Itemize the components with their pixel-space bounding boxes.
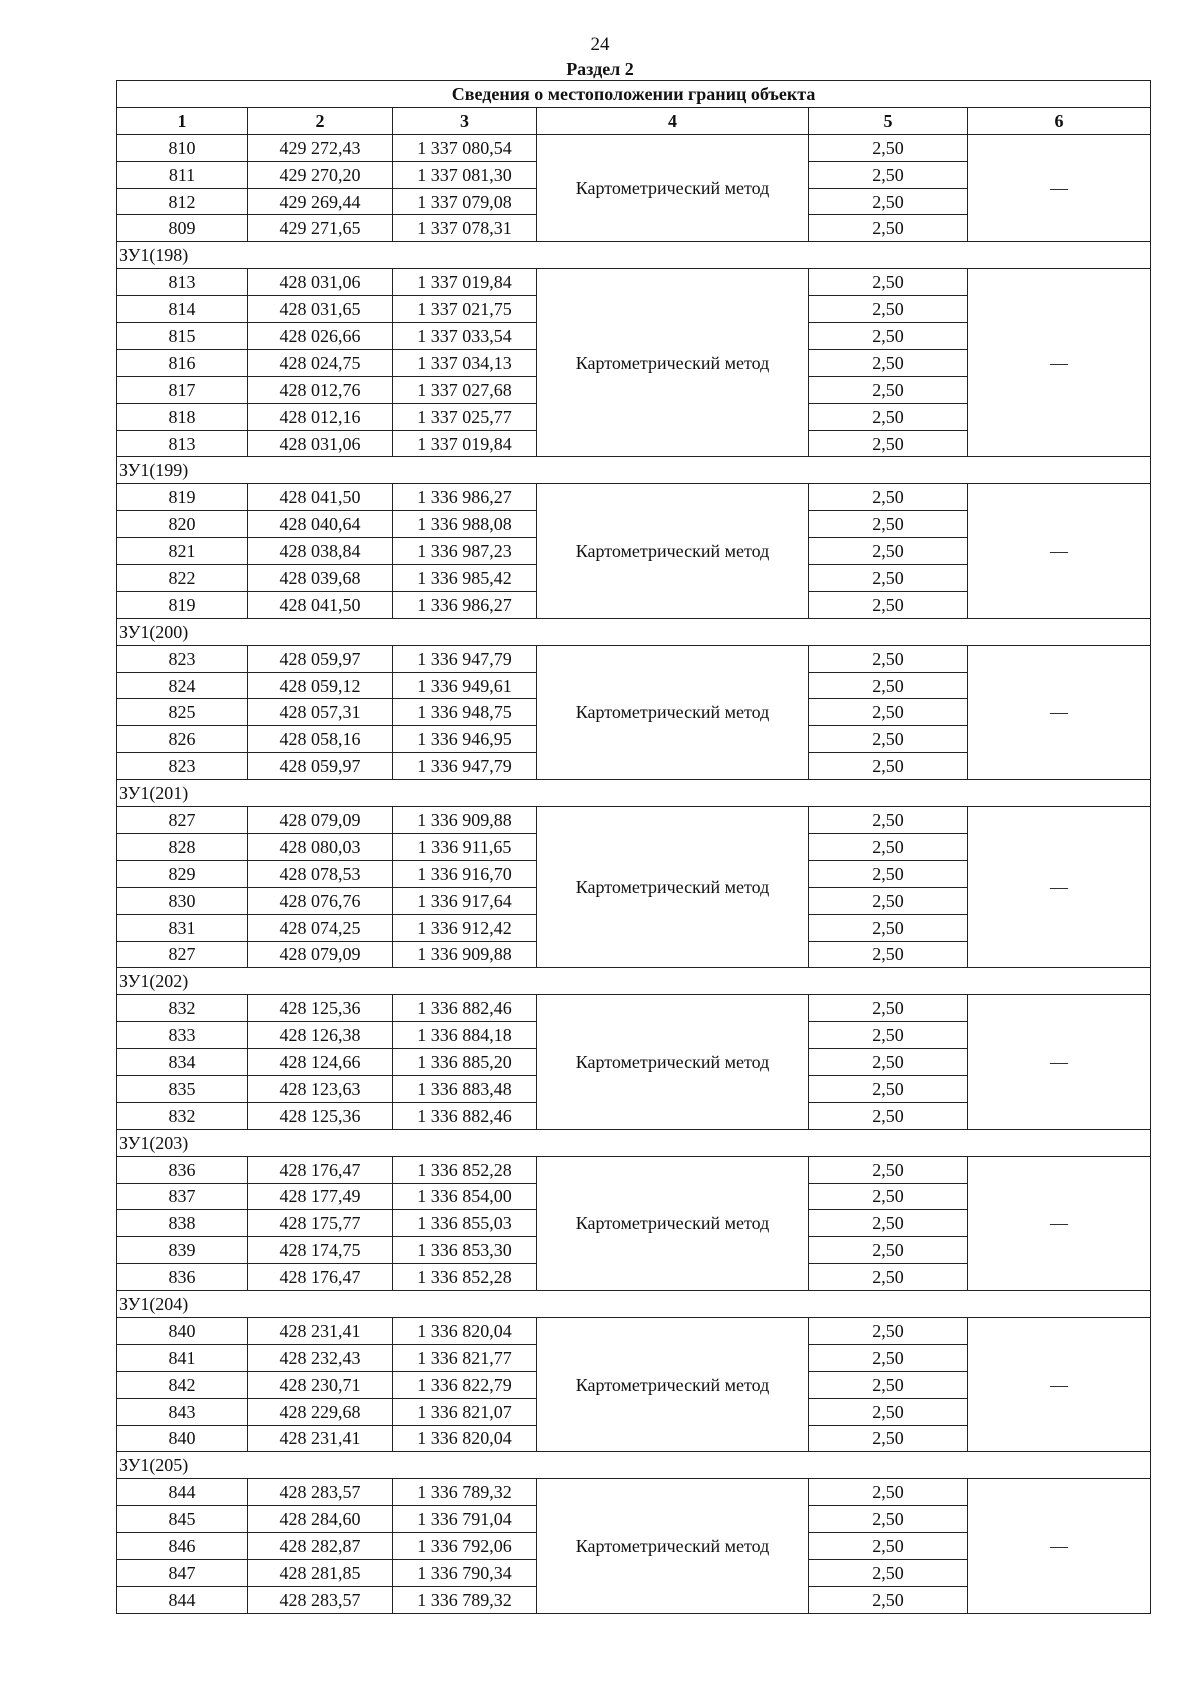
coordinate-y-cell: 1 336 948,75: [393, 699, 537, 726]
coordinate-y-cell: 1 336 949,61: [393, 672, 537, 699]
table-row: [117, 807, 1151, 834]
point-number-cell: 846: [117, 1533, 248, 1560]
point-number-cell: 834: [117, 1049, 248, 1076]
accuracy-cell: 2,50: [809, 1586, 968, 1613]
coordinate-y-cell: 1 336 821,07: [393, 1398, 537, 1425]
coordinate-y-cell: 1 336 854,00: [393, 1183, 537, 1210]
coordinate-x-cell: 428 176,47: [248, 1156, 393, 1183]
accuracy-cell: 2,50: [809, 1183, 968, 1210]
accuracy-cell: 2,50: [809, 1210, 968, 1237]
point-number-cell: 818: [117, 403, 248, 430]
point-number-cell: 838: [117, 1210, 248, 1237]
accuracy-cell: 2,50: [809, 1559, 968, 1586]
point-number-cell: 827: [117, 807, 248, 834]
coordinate-y-cell: 1 336 987,23: [393, 538, 537, 565]
coordinate-x-cell: 428 038,84: [248, 538, 393, 565]
point-number-cell: 810: [117, 134, 248, 161]
coordinate-x-cell: 428 039,68: [248, 565, 393, 592]
accuracy-cell: 2,50: [809, 699, 968, 726]
column6-dash-cell: —: [968, 1156, 1151, 1290]
accuracy-cell: 2,50: [809, 995, 968, 1022]
coordinate-y-cell: 1 336 882,46: [393, 1102, 537, 1129]
accuracy-cell: 2,50: [809, 403, 968, 430]
table-body: [117, 134, 1151, 1613]
accuracy-cell: 2,50: [809, 672, 968, 699]
coordinate-x-cell: 428 031,06: [248, 430, 393, 457]
accuracy-cell: 2,50: [809, 1022, 968, 1049]
column-header: 4: [537, 107, 809, 134]
group-label: ЗУ1(201): [117, 780, 1151, 807]
coordinate-x-cell: 428 232,43: [248, 1344, 393, 1371]
point-number-cell: 813: [117, 430, 248, 457]
coordinate-x-cell: 428 012,76: [248, 376, 393, 403]
coordinate-y-cell: 1 336 885,20: [393, 1049, 537, 1076]
accuracy-cell: 2,50: [809, 1075, 968, 1102]
coordinate-x-cell: 428 231,41: [248, 1317, 393, 1344]
point-number-cell: 823: [117, 645, 248, 672]
coordinate-y-cell: 1 336 985,42: [393, 565, 537, 592]
column6-dash-cell: —: [968, 134, 1151, 242]
coordinate-y-cell: 1 336 789,32: [393, 1586, 537, 1613]
point-number-cell: 842: [117, 1371, 248, 1398]
coordinate-y-cell: 1 336 912,42: [393, 914, 537, 941]
table-row: [117, 484, 1151, 511]
coordinate-x-cell: 428 031,06: [248, 269, 393, 296]
coordinate-y-cell: 1 336 882,46: [393, 995, 537, 1022]
accuracy-cell: 2,50: [809, 914, 968, 941]
section-title: Раздел 2: [566, 59, 634, 79]
group-header-row: [117, 457, 1151, 484]
point-number-cell: 830: [117, 887, 248, 914]
coordinate-y-cell: 1 336 988,08: [393, 511, 537, 538]
column-header: 6: [968, 107, 1151, 134]
coordinate-x-cell: 428 079,09: [248, 807, 393, 834]
coordinate-x-cell: 429 270,20: [248, 161, 393, 188]
accuracy-cell: 2,50: [809, 1533, 968, 1560]
group-header-row: [117, 1452, 1151, 1479]
column-header: 2: [248, 107, 393, 134]
coordinate-x-cell: 429 272,43: [248, 134, 393, 161]
point-number-cell: 812: [117, 188, 248, 215]
point-number-cell: 813: [117, 269, 248, 296]
coordinate-x-cell: 428 076,76: [248, 887, 393, 914]
coordinate-x-cell: 428 125,36: [248, 1102, 393, 1129]
point-number-cell: 826: [117, 726, 248, 753]
point-number-cell: 815: [117, 323, 248, 350]
coordinate-x-cell: 428 123,63: [248, 1075, 393, 1102]
coordinate-x-cell: 428 125,36: [248, 995, 393, 1022]
coordinate-x-cell: 428 176,47: [248, 1264, 393, 1291]
coordinate-y-cell: 1 336 791,04: [393, 1506, 537, 1533]
coordinate-y-cell: 1 336 946,95: [393, 726, 537, 753]
accuracy-cell: 2,50: [809, 511, 968, 538]
coordinate-y-cell: 1 337 033,54: [393, 323, 537, 350]
accuracy-cell: 2,50: [809, 753, 968, 780]
coordinate-x-cell: 428 057,31: [248, 699, 393, 726]
coordinate-x-cell: 428 230,71: [248, 1371, 393, 1398]
coordinate-y-cell: 1 336 883,48: [393, 1075, 537, 1102]
accuracy-cell: 2,50: [809, 833, 968, 860]
coordinate-y-cell: 1 337 080,54: [393, 134, 537, 161]
point-number-cell: 844: [117, 1586, 248, 1613]
point-number-cell: 824: [117, 672, 248, 699]
column6-dash-cell: —: [968, 1317, 1151, 1451]
column6-dash-cell: —: [968, 484, 1151, 618]
coordinate-y-cell: 1 337 078,31: [393, 215, 537, 242]
coordinate-x-cell: 428 175,77: [248, 1210, 393, 1237]
coordinate-y-cell: 1 336 884,18: [393, 1022, 537, 1049]
coordinate-y-cell: 1 337 021,75: [393, 296, 537, 323]
point-number-cell: 836: [117, 1264, 248, 1291]
accuracy-cell: 2,50: [809, 1317, 968, 1344]
group-label: ЗУ1(198): [117, 242, 1151, 269]
coordinate-y-cell: 1 336 820,04: [393, 1317, 537, 1344]
coordinate-y-cell: 1 337 034,13: [393, 349, 537, 376]
coordinate-x-cell: 428 024,75: [248, 349, 393, 376]
column-header: 1: [117, 107, 248, 134]
coordinate-y-cell: 1 336 917,64: [393, 887, 537, 914]
coordinate-x-cell: 428 079,09: [248, 941, 393, 968]
point-number-cell: 816: [117, 349, 248, 376]
point-number-cell: 825: [117, 699, 248, 726]
coordinate-x-cell: 428 059,12: [248, 672, 393, 699]
point-number-cell: 821: [117, 538, 248, 565]
point-number-cell: 847: [117, 1559, 248, 1586]
point-number-cell: 820: [117, 511, 248, 538]
accuracy-cell: 2,50: [809, 188, 968, 215]
point-number-cell: 835: [117, 1075, 248, 1102]
coordinate-x-cell: 428 078,53: [248, 860, 393, 887]
coordinate-y-cell: 1 336 909,88: [393, 807, 537, 834]
accuracy-cell: 2,50: [809, 1344, 968, 1371]
accuracy-cell: 2,50: [809, 349, 968, 376]
coordinate-x-cell: 428 282,87: [248, 1533, 393, 1560]
coordinate-x-cell: 428 080,03: [248, 833, 393, 860]
accuracy-cell: 2,50: [809, 807, 968, 834]
coordinate-y-cell: 1 336 852,28: [393, 1264, 537, 1291]
coordinate-y-cell: 1 336 821,77: [393, 1344, 537, 1371]
column-header: 5: [809, 107, 968, 134]
point-number-cell: 822: [117, 565, 248, 592]
accuracy-cell: 2,50: [809, 1479, 968, 1506]
coordinate-y-cell: 1 336 792,06: [393, 1533, 537, 1560]
coordinate-x-cell: 428 058,16: [248, 726, 393, 753]
accuracy-cell: 2,50: [809, 1049, 968, 1076]
coordinate-x-cell: 428 283,57: [248, 1586, 393, 1613]
coordinate-y-cell: 1 337 079,08: [393, 188, 537, 215]
coordinate-y-cell: 1 336 853,30: [393, 1237, 537, 1264]
coordinate-y-cell: 1 337 027,68: [393, 376, 537, 403]
coordinate-y-cell: 1 337 081,30: [393, 161, 537, 188]
accuracy-cell: 2,50: [809, 887, 968, 914]
coordinate-y-cell: 1 336 820,04: [393, 1425, 537, 1452]
coordinate-x-cell: 428 041,50: [248, 591, 393, 618]
method-cell: Картометрический метод: [537, 1156, 809, 1290]
accuracy-cell: 2,50: [809, 1425, 968, 1452]
method-cell: Картометрический метод: [537, 995, 809, 1129]
accuracy-cell: 2,50: [809, 538, 968, 565]
method-cell: Картометрический метод: [537, 484, 809, 618]
point-number-cell: 819: [117, 484, 248, 511]
accuracy-cell: 2,50: [809, 430, 968, 457]
accuracy-cell: 2,50: [809, 860, 968, 887]
group-label: ЗУ1(199): [117, 457, 1151, 484]
coordinate-y-cell: 1 336 855,03: [393, 1210, 537, 1237]
coordinate-x-cell: 428 177,49: [248, 1183, 393, 1210]
method-cell: Картометрический метод: [537, 134, 809, 242]
accuracy-cell: 2,50: [809, 1264, 968, 1291]
point-number-cell: 841: [117, 1344, 248, 1371]
method-cell: Картометрический метод: [537, 1317, 809, 1451]
coordinate-y-cell: 1 336 822,79: [393, 1371, 537, 1398]
column-header-row: [117, 107, 1151, 134]
coordinate-y-cell: 1 336 916,70: [393, 860, 537, 887]
group-header-row: [117, 1129, 1151, 1156]
coordinate-y-cell: 1 336 947,79: [393, 753, 537, 780]
point-number-cell: 823: [117, 753, 248, 780]
point-number-cell: 814: [117, 296, 248, 323]
point-number-cell: 817: [117, 376, 248, 403]
coordinate-x-cell: 428 074,25: [248, 914, 393, 941]
accuracy-cell: 2,50: [809, 376, 968, 403]
point-number-cell: 836: [117, 1156, 248, 1183]
accuracy-cell: 2,50: [809, 296, 968, 323]
accuracy-cell: 2,50: [809, 591, 968, 618]
accuracy-cell: 2,50: [809, 726, 968, 753]
coordinate-y-cell: 1 336 789,32: [393, 1479, 537, 1506]
accuracy-cell: 2,50: [809, 484, 968, 511]
point-number-cell: 831: [117, 914, 248, 941]
method-cell: Картометрический метод: [537, 1479, 809, 1613]
group-header-row: [117, 618, 1151, 645]
coordinate-x-cell: 428 231,41: [248, 1425, 393, 1452]
point-number-cell: 832: [117, 1102, 248, 1129]
coordinate-y-cell: 1 337 019,84: [393, 269, 537, 296]
point-number-cell: 827: [117, 941, 248, 968]
group-header-row: [117, 242, 1151, 269]
point-number-cell: 809: [117, 215, 248, 242]
accuracy-cell: 2,50: [809, 1506, 968, 1533]
method-cell: Картометрический метод: [537, 645, 809, 779]
coordinate-y-cell: 1 336 986,27: [393, 484, 537, 511]
coordinate-x-cell: 428 031,65: [248, 296, 393, 323]
coordinate-y-cell: 1 337 019,84: [393, 430, 537, 457]
accuracy-cell: 2,50: [809, 645, 968, 672]
accuracy-cell: 2,50: [809, 565, 968, 592]
point-number-cell: 840: [117, 1425, 248, 1452]
accuracy-cell: 2,50: [809, 323, 968, 350]
table-row: [117, 134, 1151, 161]
table-row: [117, 1317, 1151, 1344]
coordinate-x-cell: 428 126,38: [248, 1022, 393, 1049]
accuracy-cell: 2,50: [809, 269, 968, 296]
coordinate-y-cell: 1 337 025,77: [393, 403, 537, 430]
point-number-cell: 845: [117, 1506, 248, 1533]
accuracy-cell: 2,50: [809, 1398, 968, 1425]
coordinate-y-cell: 1 336 911,65: [393, 833, 537, 860]
table-row: [117, 1156, 1151, 1183]
group-label: ЗУ1(200): [117, 618, 1151, 645]
coordinate-y-cell: 1 336 790,34: [393, 1559, 537, 1586]
group-header-row: [117, 1291, 1151, 1318]
boundary-coordinates-table: [116, 80, 1151, 1614]
accuracy-cell: 2,50: [809, 134, 968, 161]
accuracy-cell: 2,50: [809, 1102, 968, 1129]
coordinate-x-cell: 428 012,16: [248, 403, 393, 430]
method-cell: Картометрический метод: [537, 807, 809, 968]
coordinate-x-cell: 428 026,66: [248, 323, 393, 350]
column6-dash-cell: —: [968, 995, 1151, 1129]
group-header-row: [117, 968, 1151, 995]
table-title: Сведения о местоположении границ объекта: [117, 81, 1151, 108]
table-row: [117, 1479, 1151, 1506]
accuracy-cell: 2,50: [809, 1156, 968, 1183]
point-number-cell: 819: [117, 591, 248, 618]
coordinate-y-cell: 1 336 986,27: [393, 591, 537, 618]
point-number-cell: 837: [117, 1183, 248, 1210]
column6-dash-cell: —: [968, 269, 1151, 457]
coordinate-x-cell: 428 124,66: [248, 1049, 393, 1076]
point-number-cell: 811: [117, 161, 248, 188]
point-number-cell: 833: [117, 1022, 248, 1049]
point-number-cell: 843: [117, 1398, 248, 1425]
method-cell: Картометрический метод: [537, 269, 809, 457]
coordinate-y-cell: 1 336 909,88: [393, 941, 537, 968]
table-row: [117, 995, 1151, 1022]
coordinate-x-cell: 429 271,65: [248, 215, 393, 242]
column-header: 3: [393, 107, 537, 134]
coordinate-x-cell: 428 229,68: [248, 1398, 393, 1425]
coordinate-x-cell: 428 059,97: [248, 645, 393, 672]
group-label: ЗУ1(204): [117, 1291, 1151, 1318]
coordinate-x-cell: 428 059,97: [248, 753, 393, 780]
point-number-cell: 839: [117, 1237, 248, 1264]
coordinate-x-cell: 428 041,50: [248, 484, 393, 511]
group-label: ЗУ1(203): [117, 1129, 1151, 1156]
group-label: ЗУ1(205): [117, 1452, 1151, 1479]
coordinate-x-cell: 428 284,60: [248, 1506, 393, 1533]
group-label: ЗУ1(202): [117, 968, 1151, 995]
group-header-row: [117, 780, 1151, 807]
point-number-cell: 832: [117, 995, 248, 1022]
point-number-cell: 840: [117, 1317, 248, 1344]
accuracy-cell: 2,50: [809, 941, 968, 968]
table-row: [117, 645, 1151, 672]
point-number-cell: 828: [117, 833, 248, 860]
coordinate-x-cell: 428 174,75: [248, 1237, 393, 1264]
column6-dash-cell: —: [968, 645, 1151, 779]
accuracy-cell: 2,50: [809, 1371, 968, 1398]
accuracy-cell: 2,50: [809, 215, 968, 242]
accuracy-cell: 2,50: [809, 1237, 968, 1264]
table-row: [117, 269, 1151, 296]
column6-dash-cell: —: [968, 1479, 1151, 1613]
point-number-cell: 844: [117, 1479, 248, 1506]
coordinate-x-cell: 428 281,85: [248, 1559, 393, 1586]
coordinate-y-cell: 1 336 852,28: [393, 1156, 537, 1183]
page-number: 24: [590, 34, 610, 55]
coordinate-x-cell: 428 283,57: [248, 1479, 393, 1506]
coordinate-y-cell: 1 336 947,79: [393, 645, 537, 672]
coordinate-x-cell: 428 040,64: [248, 511, 393, 538]
column6-dash-cell: —: [968, 807, 1151, 968]
coordinate-x-cell: 429 269,44: [248, 188, 393, 215]
accuracy-cell: 2,50: [809, 161, 968, 188]
point-number-cell: 829: [117, 860, 248, 887]
